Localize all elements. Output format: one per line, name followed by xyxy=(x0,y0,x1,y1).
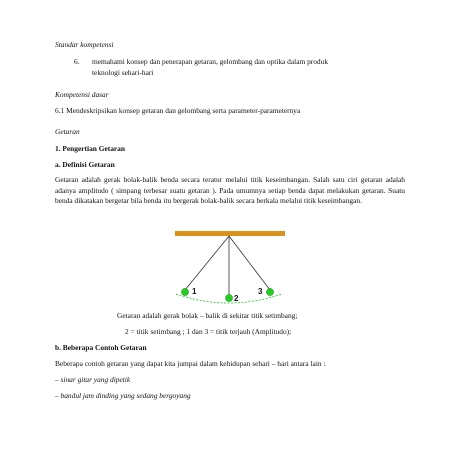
pendulum-string-3 xyxy=(229,236,270,290)
standar-line1: memahami konsep dan penerapan getaran, gelombang dan optika dalam produk xyxy=(92,57,329,66)
standar-number: 6. xyxy=(74,57,80,66)
kompetensi-text: 6.1 Mendeskripsikan konsep getaran dan gelombang serta parameter-parameternya xyxy=(55,106,301,115)
section1-sub-a: a. Definisi Getaran xyxy=(55,160,115,169)
pendulum-bob-2 xyxy=(225,294,232,301)
section-b-item1: – sinar gitar yang dipetik xyxy=(55,375,131,384)
bob-label-2: 2 xyxy=(234,294,239,303)
section1-heading: 1. Pengertian Getaran xyxy=(55,144,125,153)
section-b-heading: b. Beberapa Contoh Getaran xyxy=(55,343,147,352)
bob-label-3: 3 xyxy=(258,287,263,296)
kompetensi-heading: Kompetensi dasar xyxy=(55,90,109,99)
bob-label-1: 1 xyxy=(192,287,197,296)
pendulum-rod xyxy=(175,231,285,236)
figure-caption-2: 2 = titik setimbang ; 1 dan 3 = titik terjauh (Amplitudo); xyxy=(125,327,292,336)
pendulum-string-1 xyxy=(185,236,229,290)
pendulum-bob-1 xyxy=(181,288,188,295)
pendulum-bob-3 xyxy=(266,288,273,295)
standar-heading: Standar kompetensi xyxy=(55,40,114,49)
standar-line2: teknologi sehari-hari xyxy=(92,68,154,77)
getaran-title: Getaran xyxy=(55,127,80,136)
section-b-intro: Beberapa contoh getaran yang dapat kita jumpai dalam kehidupan sehari – hari antara lain : xyxy=(55,359,326,368)
figure-caption-1: Getaran adalah gerak bolak – balik di sekitar titik setimbang; xyxy=(117,311,298,320)
section-b-item2: – bandul jam dinding yang sedang bergoyang xyxy=(55,391,191,400)
section1-paragraph: Getaran adalah gerak bolak-balik benda secara teratur melalui titik keseimbangan. Salah satu ciri getaran adalah adanya amplitudo ( simpang terbesar suatu getaran ). Pada umumnya setiap benda dapat melakukan getaran. Suatu benda dikatakan bergetar bila benda itu bergerak bolak-balik secara berkala melalui titik keseimbangan. xyxy=(55,175,405,206)
